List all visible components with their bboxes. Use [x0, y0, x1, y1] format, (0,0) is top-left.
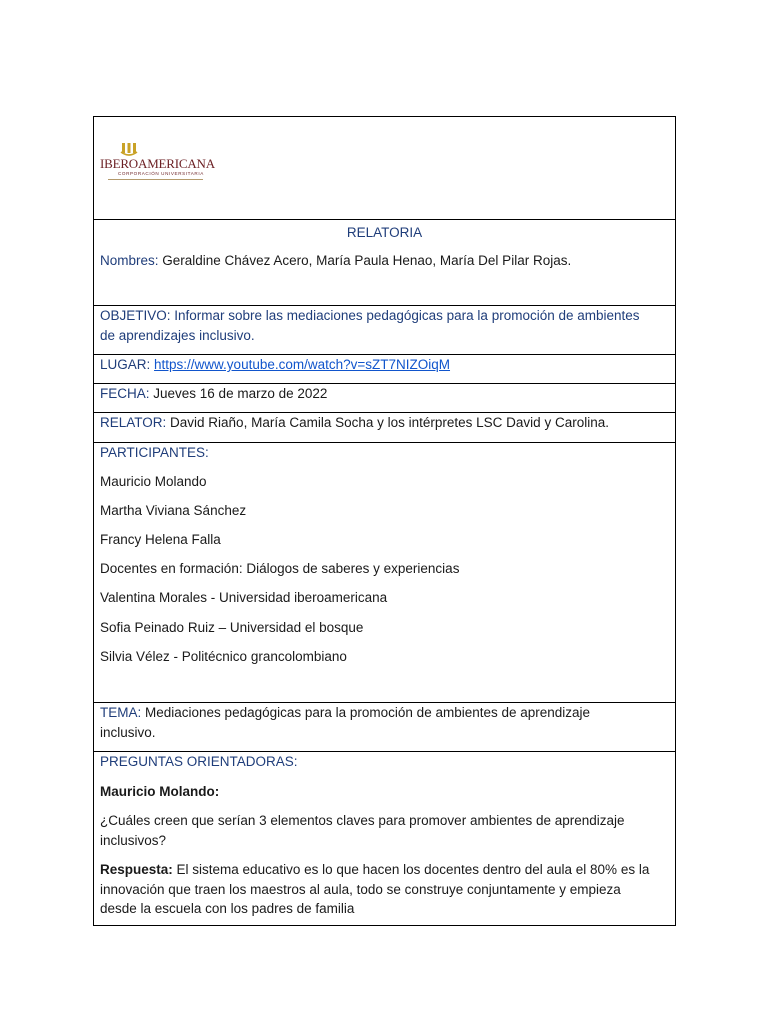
- objetivo-row: [94, 305, 675, 354]
- relatoria-table: [93, 116, 676, 926]
- question-line-1: ¿Cuáles creen que serían 3 elementos claves para promover ambientes de aprendizaje: [100, 813, 625, 828]
- answer-label: Respuesta:: [100, 862, 173, 877]
- lugar-label: LUGAR:: [100, 357, 151, 372]
- answer-text-1: El sistema educativo es lo que hacen los docentes dentro del aula el 80% es la: [172, 862, 650, 877]
- lugar-row: [94, 354, 675, 383]
- participant-item: Mauricio Molando: [100, 474, 207, 490]
- relator-value: David Riaño, María Camila Socha y los intérpretes LSC David y Carolina.: [166, 415, 609, 430]
- tema-text-2: inclusivo.: [100, 724, 156, 740]
- participant-item: Martha Viviana Sánchez: [100, 503, 247, 519]
- fecha-value: Jueves 16 de marzo de 2022: [149, 386, 328, 401]
- header-row: [94, 219, 675, 305]
- tema-row: [94, 702, 675, 751]
- relator-line: [100, 413, 669, 433]
- participant-item: Docentes en formación: Diálogos de saberes y experiencias: [100, 561, 460, 577]
- relator-label: RELATOR:: [100, 415, 167, 430]
- logo-divider: [108, 179, 203, 180]
- shield-icon: [120, 143, 138, 157]
- fecha-line: [100, 384, 669, 404]
- fecha-row: [94, 383, 675, 412]
- preguntas-label: PREGUNTAS ORIENTADORAS:: [100, 754, 298, 769]
- objetivo-label: OBJETIVO:: [100, 308, 171, 323]
- objetivo-text-2: de aprendizajes inclusivo.: [100, 327, 255, 343]
- participant-item: Silvia Vélez - Politécnico grancolombiano: [100, 648, 347, 664]
- names-line: [100, 251, 669, 271]
- tema-label: TEMA:: [100, 705, 142, 720]
- preguntas-row: [94, 751, 675, 925]
- fecha-label: FECHA:: [100, 386, 150, 401]
- objetivo-line-1: [100, 306, 669, 326]
- answer-line-2: innovación que traen los maestros al aula, todo se construye conjuntamente y empieza: [100, 881, 621, 897]
- names-label: Nombres:: [100, 252, 159, 268]
- participant-item: Francy Helena Falla: [100, 532, 221, 548]
- tema-line-1: [100, 703, 669, 723]
- youtube-link[interactable]: https://www.youtube.com/watch?v=sZT7NIZOiqM: [154, 357, 451, 372]
- participant-item: Sofia Peinado Ruiz – Universidad el bosque: [100, 619, 364, 635]
- answer-line-3: desde la escuela con los padres de familia: [100, 901, 355, 916]
- speaker-bold: Mauricio Molando:: [100, 783, 220, 799]
- logo-wordmark: IBEROAMERICANA: [100, 156, 215, 171]
- participantes-label: PARTICIPANTES:: [100, 445, 209, 460]
- logo-row: [94, 117, 675, 219]
- names-value: Geraldine Chávez Acero, María Paula Henao, María Del Pilar Rojas.: [158, 252, 572, 268]
- question-line-2: inclusivos?: [100, 832, 167, 848]
- objetivo-text-1: Informar sobre las mediaciones pedagógicas para la promoción de ambientes: [170, 308, 640, 323]
- participantes-row: [94, 442, 675, 702]
- participant-item: Valentina Morales - Universidad iberoamericana: [100, 590, 388, 606]
- answer-line-1: [100, 860, 669, 880]
- iberoamericana-logo: [100, 143, 216, 180]
- speaker-name: [100, 782, 669, 802]
- relator-row: [94, 412, 675, 442]
- tema-text-1: Mediaciones pedagógicas para la promoción de ambientes de aprendizaje: [141, 705, 591, 720]
- lugar-line: [100, 355, 669, 375]
- logo-subtitle: CORPORACIÓN UNIVERSITARIA: [118, 171, 204, 176]
- document-title: RELATORIA: [346, 225, 423, 240]
